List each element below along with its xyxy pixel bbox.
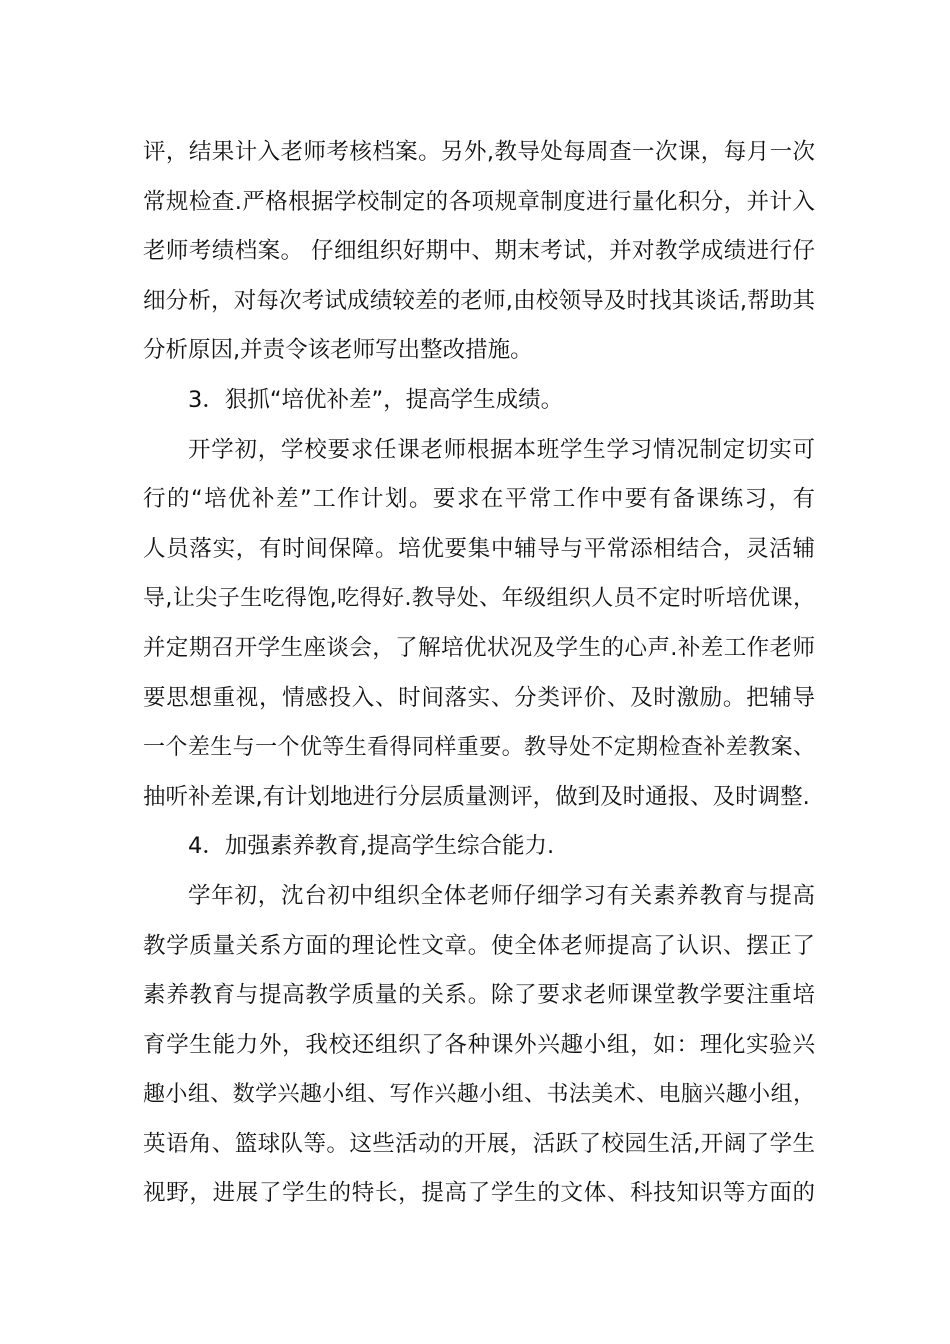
text-line: 教学质量关系方面的理论性文章。使全体老师提高了认识、摆正了 <box>143 932 815 959</box>
text-line: 学年初，沈台初中组织全体老师仔细学习有关素养教育与提高 <box>188 882 815 909</box>
text-line: 细分析，对每次考试成绩较差的老师,由校领导及时找其谈话,帮助其 <box>143 287 815 314</box>
text-line: 4．加强素养教育,提高学生综合能力. <box>188 833 555 860</box>
text-line: 分析原因,并责令该老师写出整改措施。 <box>143 337 533 364</box>
text-line: 视野，进展了学生的特长，提高了学生的文体、科技知识等方面的 <box>143 1180 815 1207</box>
text-line: 行的“培优补差”工作计划。要求在平常工作中要有备课练习，有 <box>143 486 815 513</box>
text-line: 育学生能力外，我校还组织了各种课外兴趣小组，如：理化实验兴 <box>143 1031 815 1058</box>
text-line: 抽听补差课,有计划地进行分层质量测评，做到及时通报、及时调整. <box>143 783 810 810</box>
text-line: 英语角、篮球队等。这些活动的开展，活跃了校园生活,开阔了学生 <box>143 1130 815 1157</box>
text-line: 一个差生与一个优等生看得同样重要。教导处不定期检查补差教案、 <box>143 735 815 761</box>
text-line: 开学初，学校要求任课老师根据本班学生学习情况制定切实可 <box>188 436 815 463</box>
text-line: 并定期召开学生座谈会，了解培优状况及学生的心声.补差工作老师 <box>143 634 815 661</box>
text-line: 常规检查.严格根据学校制定的各项规章制度进行量化积分，并计入 <box>143 188 815 215</box>
text-line: 人员落实，有时间保障。培优要集中辅导与平常添相结合，灵活辅 <box>143 535 815 562</box>
text-line: 趣小组、数学兴趣小组、写作兴趣小组、书法美术、电脑兴趣小组， <box>143 1082 815 1108</box>
text-line: 3．狠抓“培优补差”，提高学生成绩。 <box>188 386 564 413</box>
text-line: 评，结果计入老师考核档案。另外,教导处每周查一次课，每月一次 <box>143 139 815 165</box>
text-line: 导,让尖子生吃得饱,吃得好.教导处、年级组织人员不定时听培优课， <box>143 586 815 612</box>
text-line: 老师考绩档案。 仔细组织好期中、期末考试，并对教学成绩进行仔 <box>143 238 815 265</box>
text-line: 素养教育与提高教学质量的关系。除了要求老师课堂教学要注重培 <box>143 982 815 1009</box>
body-text <box>143 128 815 1219</box>
text-line: 要思想重视，情感投入、时间落实、分类评价、及时激励。把辅导 <box>143 684 815 711</box>
